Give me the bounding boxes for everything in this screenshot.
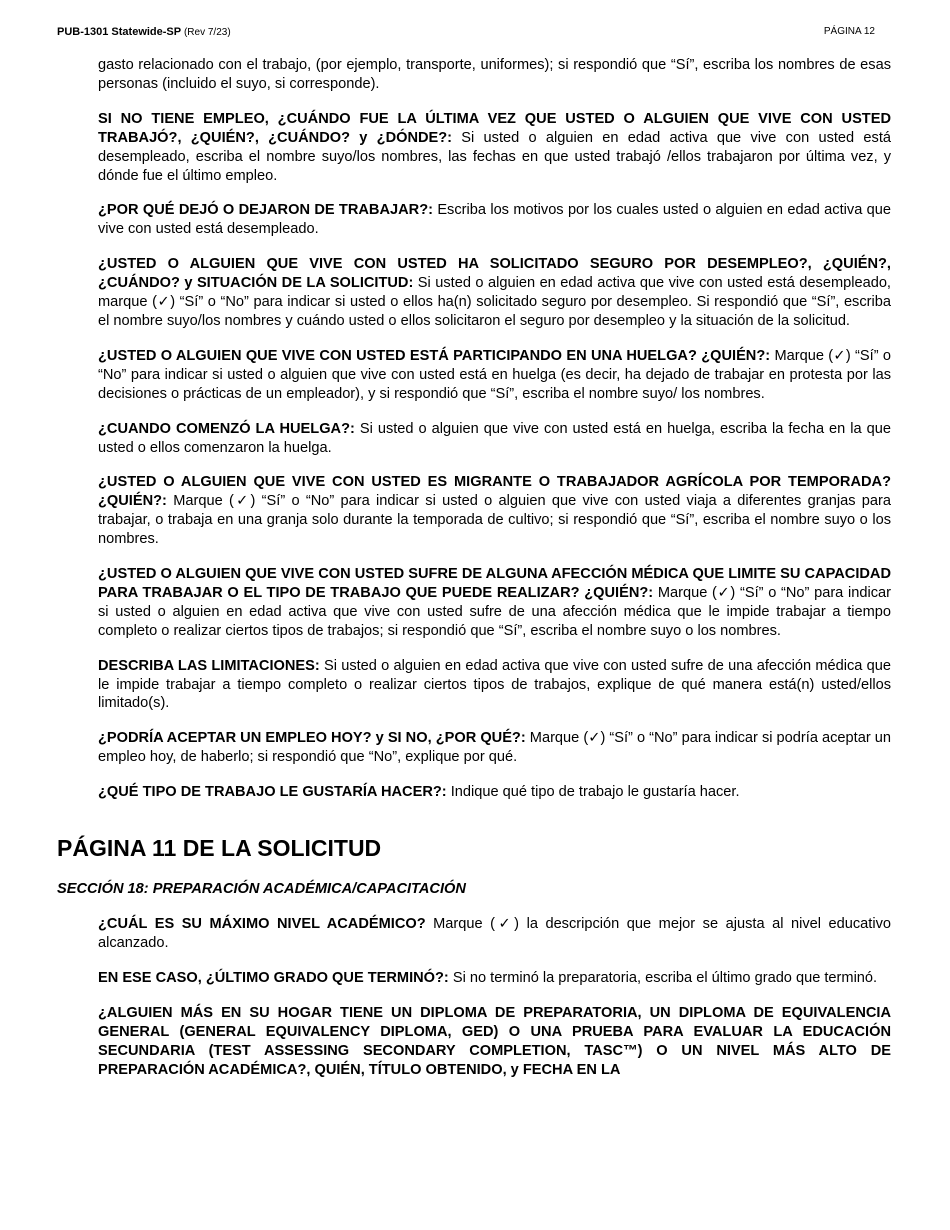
item-text: Marque (✓) “Sí” o “No” para indicar si usted o alguien que vive con usted está en huelga (es decir, ha dejado de trabajar en protesta por las decisiones o prácticas de un empleador), y si respondió que “Sí”, escriba el nombre suyo/ los nombres. [98,347,892,402]
item-label: ¿PODRÍA ACEPTAR UN EMPLEO HOY? y SI NO, ¿POR QUÉ?: [98,730,526,747]
item-household-diploma [98,1004,891,1080]
item-text: Si usted o alguien en edad activa que vive con usted está desempleado, escriba el nombre suyo/los nombres, las fechas en que usted trabajó /ellos trabajaron por última vez, y dónde fue el último empleo. [98,129,891,184]
page-heading: PÁGINA 11 DE LA SOLICITUD [57,835,382,862]
item-education-level [98,915,891,953]
form-id-text: PUB-1301 Statewide-SP [57,26,181,38]
item-label: ¿USTED O ALGUIEN QUE VIVE CON USTED SUFRE DE ALGUNA AFECCIÓN MÉDICA QUE LIMITE SU CAPACIDAD PARA TRABAJAR O EL TIPO DE TRABAJO QUE PUEDE REALIZAR? ¿QUIÉN?: [98,566,891,601]
item-text: Si usted o alguien en edad activa que vive con usted sufre de una afección médica que le impide trabajar a tiempo completo o realizar ciertos tipos de trabajos, explique de qué manera está(n) usted/ellos limitado(s). [98,657,891,712]
item-label: ¿QUÉ TIPO DE TRABAJO LE GUSTARÍA HACER?: [98,784,447,801]
item-text: Marque (✓) “Sí” o “No” para indicar si podría aceptar un empleo hoy, de haberlo; si respondió que “No”, explique por qué. [98,730,891,766]
item-label: ¿USTED O ALGUIEN QUE VIVE CON USTED ESTÁ PARTICIPANDO EN UNA HUELGA? ¿QUIÉN?: [98,347,771,364]
item-last-worked [98,110,891,186]
item-desired-work [98,783,891,802]
item-text: Escriba los motivos por los cuales usted o alguien en edad activa que vive con usted está desempleado. [98,202,891,238]
revision: (Rev 7/23) [183,27,231,38]
item-limitations [98,657,891,714]
item-label: DESCRIBA LAS LIMITACIONES: [98,657,320,674]
continuation-paragraph: gasto relacionado con el trabajo, (por ejemplo, transporte, uniformes); si respondió que “Sí”, escriba los nombres de esas personas (incluido el suyo, si corresponde). [98,57,891,92]
item-text: Marque (✓) “Sí” o “No” para indicar si usted o alguien en edad activa que vive con usted sufre de una afección médica que le impide trabajar a tiempo completo o realizar ciertos tipos de trabajos; si respondió que “Sí”, escriba el nombre suyo o los nombres. [98,584,891,639]
item-text: Si no terminó la preparatoria, escriba el último grado que terminó. [448,969,878,986]
form-id [57,26,231,38]
item-text: Indique qué tipo de trabajo le gustaría hacer. [446,784,740,801]
item-medical-condition [98,565,891,641]
page-number: PÁGINA 12 [823,26,875,37]
item-label: ¿ALGUIEN MÁS EN SU HOGAR TIENE UN DIPLOMA DE PREPARATORIA, UN DIPLOMA DE EQUIVALENCIA GENERAL (GENERAL EQUIVALENCY DIPLOMA, GED) O UNA PRUEBA PARA EVALUAR LA EDUCACIÓN SECUNDARIA (TEST ASSESSING SECONDARY COMPLETION, TASC™) O UN NIVEL MÁS ALTO DE PREPARACIÓN ACADÉMICA?, QUIÉN, TÍTULO OBTENIDO, y FECHA EN LA [98,1004,891,1078]
item-label: ¿CUÁL ES SU MÁXIMO NIVEL ACADÉMICO? [98,916,426,933]
section-heading: SECCIÓN 18: PREPARACIÓN ACADÉMICA/CAPACITACIÓN [57,881,466,898]
item-why-stopped [98,201,891,239]
item-label: SI NO TIENE EMPLEO, ¿CUÁNDO FUE LA ÚLTIMA VEZ QUE USTED O ALGUIEN QUE VIVE CON USTED TRABAJÓ?, ¿QUIÉN?, ¿CUÁNDO? y ¿DÓNDE?: [98,110,891,146]
item-accept-job [98,729,891,767]
item-text: Marque (✓) la descripción que mejor se ajusta al nivel educativo alcanzado. [98,916,891,951]
page-header [57,26,875,44]
item-text: Si usted o alguien que vive con usted está en huelga, escriba la fecha en la que usted o ellos comenzaron la huelga. [98,420,892,456]
item-strike-start [98,420,891,458]
item-text: Marque (✓) “Sí” o “No” para indicar si usted o alguien que vive con usted viaja a diferentes granjas para trabajar, o trabaja en una granja solo durante la temporada de cultivo; si respondió que “Sí”, escriba el nombre suyo o los nombres. [98,493,891,548]
document-body [0,56,950,1095]
item-migrant-worker [98,473,891,549]
item-label: ¿CUANDO COMENZÓ LA HUELGA?: [98,420,355,437]
item-label: ¿POR QUÉ DEJÓ O DEJARON DE TRABAJAR?: [98,202,433,219]
item-label: ¿USTED O ALGUIEN QUE VIVE CON USTED ES MIGRANTE O TRABAJADOR AGRÍCOLA POR TEMPORADA? ¿QUIÉN?: [98,474,891,510]
item-text: Si usted o alguien en edad activa que vive con usted está desempleado, marque (✓) “Sí” o “No” para indicar si usted o ellos ha(n) solicitado seguro por desempleo. Si respondió que “Sí”, escriba el nombre suyo/los nombres y cuándo usted o ellos solicitaron el seguro por desempleo y la situación de la solicitud. [98,275,891,329]
item-label: EN ESE CASO, ¿ÚLTIMO GRADO QUE TERMINÓ?: [98,969,449,986]
item-label: ¿USTED O ALGUIEN QUE VIVE CON USTED HA SOLICITADO SEGURO POR DESEMPLEO?, ¿QUIÉN?, ¿CUÁNDO? y SITUACIÓN DE LA SOLICITUD: [98,256,891,292]
item-last-grade [98,969,891,988]
item-unemployment-insurance [98,255,891,331]
item-strike [98,347,891,404]
